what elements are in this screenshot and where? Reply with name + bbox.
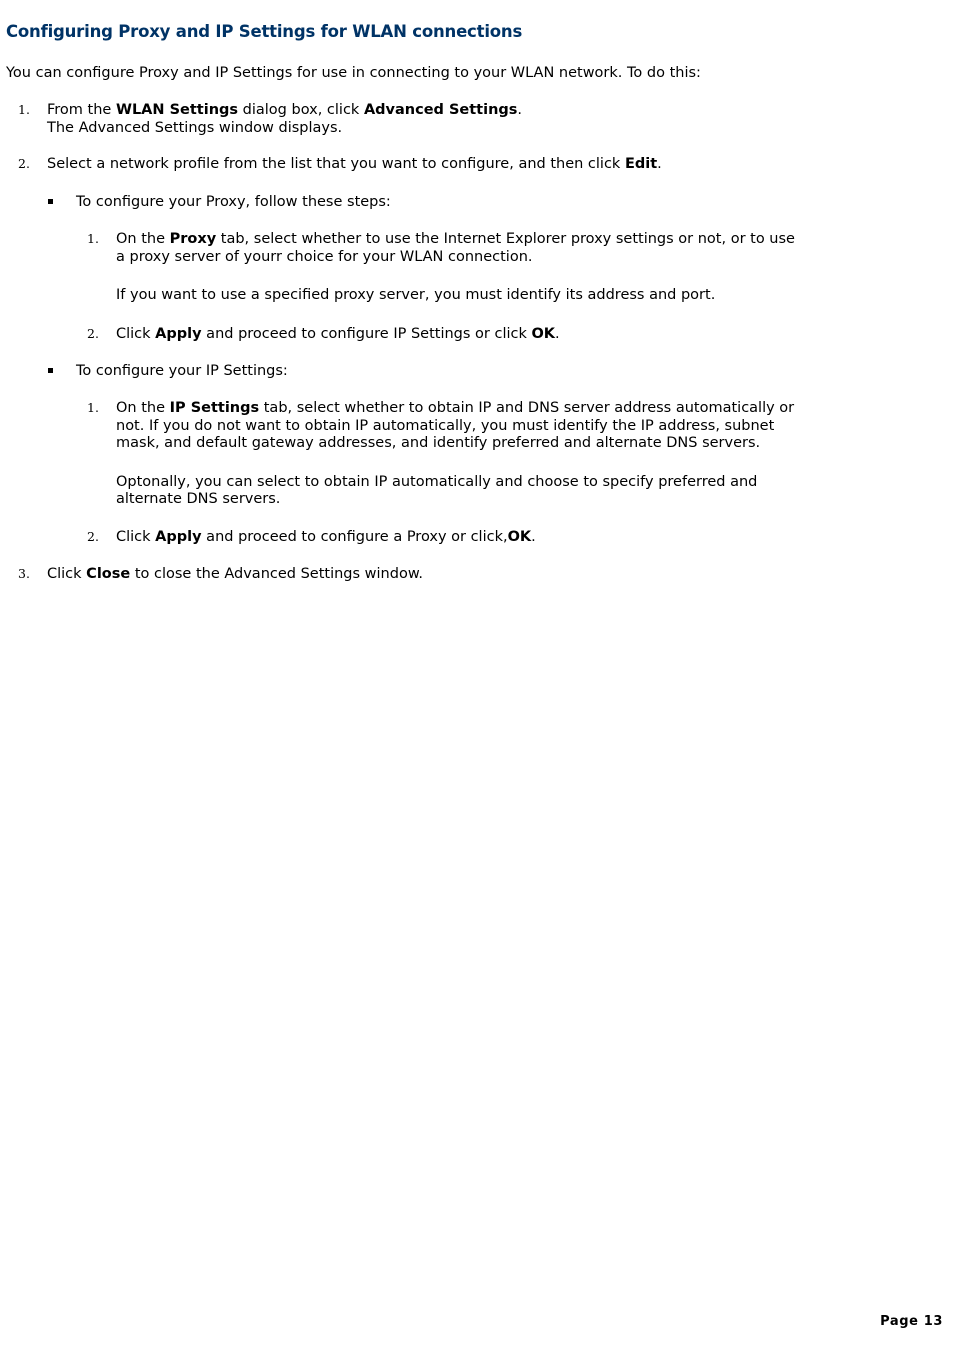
step-3-number: 3.: [18, 566, 30, 581]
proxy-step-1-line2: a proxy server of yourr choice for your WLAN connection.: [116, 249, 533, 265]
close-label: Close: [86, 566, 131, 582]
step-1-text: From the WLAN Settings dialog box, click Advanced Settings.: [47, 102, 523, 118]
step-1-number: 1.: [18, 102, 30, 117]
ip-step-2-number: 2.: [87, 529, 99, 544]
proxy-tab-label: Proxy: [169, 231, 217, 247]
ip-heading: To configure your IP Settings:: [76, 363, 288, 379]
ip-step-1-text: On the IP Settings tab, select whether to obtain IP and DNS server address automatically or: [116, 400, 795, 416]
proxy-step-1-text: On the Proxy tab, select whether to use the Internet Explorer proxy settings or not, or to use: [116, 231, 795, 247]
ok-label: OK: [531, 326, 556, 342]
page-title: Configuring Proxy and IP Settings for WLAN connections: [6, 22, 523, 41]
wlan-settings-label: WLAN Settings: [115, 102, 239, 118]
proxy-heading: To configure your Proxy, follow these steps:: [76, 194, 391, 210]
apply-label: Apply: [155, 529, 202, 545]
step-3-text: Click Close to close the Advanced Settings window.: [47, 566, 423, 582]
bullet-square-icon: [48, 199, 53, 204]
ip-step-1-line2: not. If you do not want to obtain IP automatically, you must identify the IP address, subnet: [116, 418, 775, 434]
intro-paragraph: You can configure Proxy and IP Settings for use in connecting to your WLAN network. To do this:: [6, 65, 701, 81]
ok-label: OK: [507, 529, 532, 545]
proxy-step-2-number: 2.: [87, 326, 99, 341]
page-number: Page 13: [880, 1314, 943, 1329]
ip-settings-tab-label: IP Settings: [169, 400, 260, 416]
proxy-step-1-number: 1.: [87, 231, 99, 246]
ip-step-1-note-line2: alternate DNS servers.: [116, 491, 281, 507]
bullet-square-icon: [48, 368, 53, 373]
ip-step-2-text: Click Apply and proceed to configure a Proxy or click,OK.: [116, 529, 536, 545]
apply-label: Apply: [155, 326, 202, 342]
step-1-result: The Advanced Settings window displays.: [47, 120, 343, 136]
proxy-step-2-text: Click Apply and proceed to configure IP Settings or click OK.: [116, 326, 560, 342]
ip-step-1-number: 1.: [87, 400, 99, 415]
proxy-step-1-note: If you want to use a specified proxy server, you must identify its address and port.: [116, 287, 716, 303]
ip-step-1-line3: mask, and default gateway addresses, and identify preferred and alternate DNS servers.: [116, 435, 761, 451]
edit-label: Edit: [624, 156, 658, 172]
advanced-settings-label: Advanced Settings: [363, 102, 518, 118]
step-2-number: 2.: [18, 156, 30, 171]
ip-step-1-note-line1: Optonally, you can select to obtain IP automatically and choose to specify preferred and: [116, 474, 758, 490]
step-2-text: Select a network profile from the list that you want to configure, and then click Edit.: [47, 156, 662, 172]
